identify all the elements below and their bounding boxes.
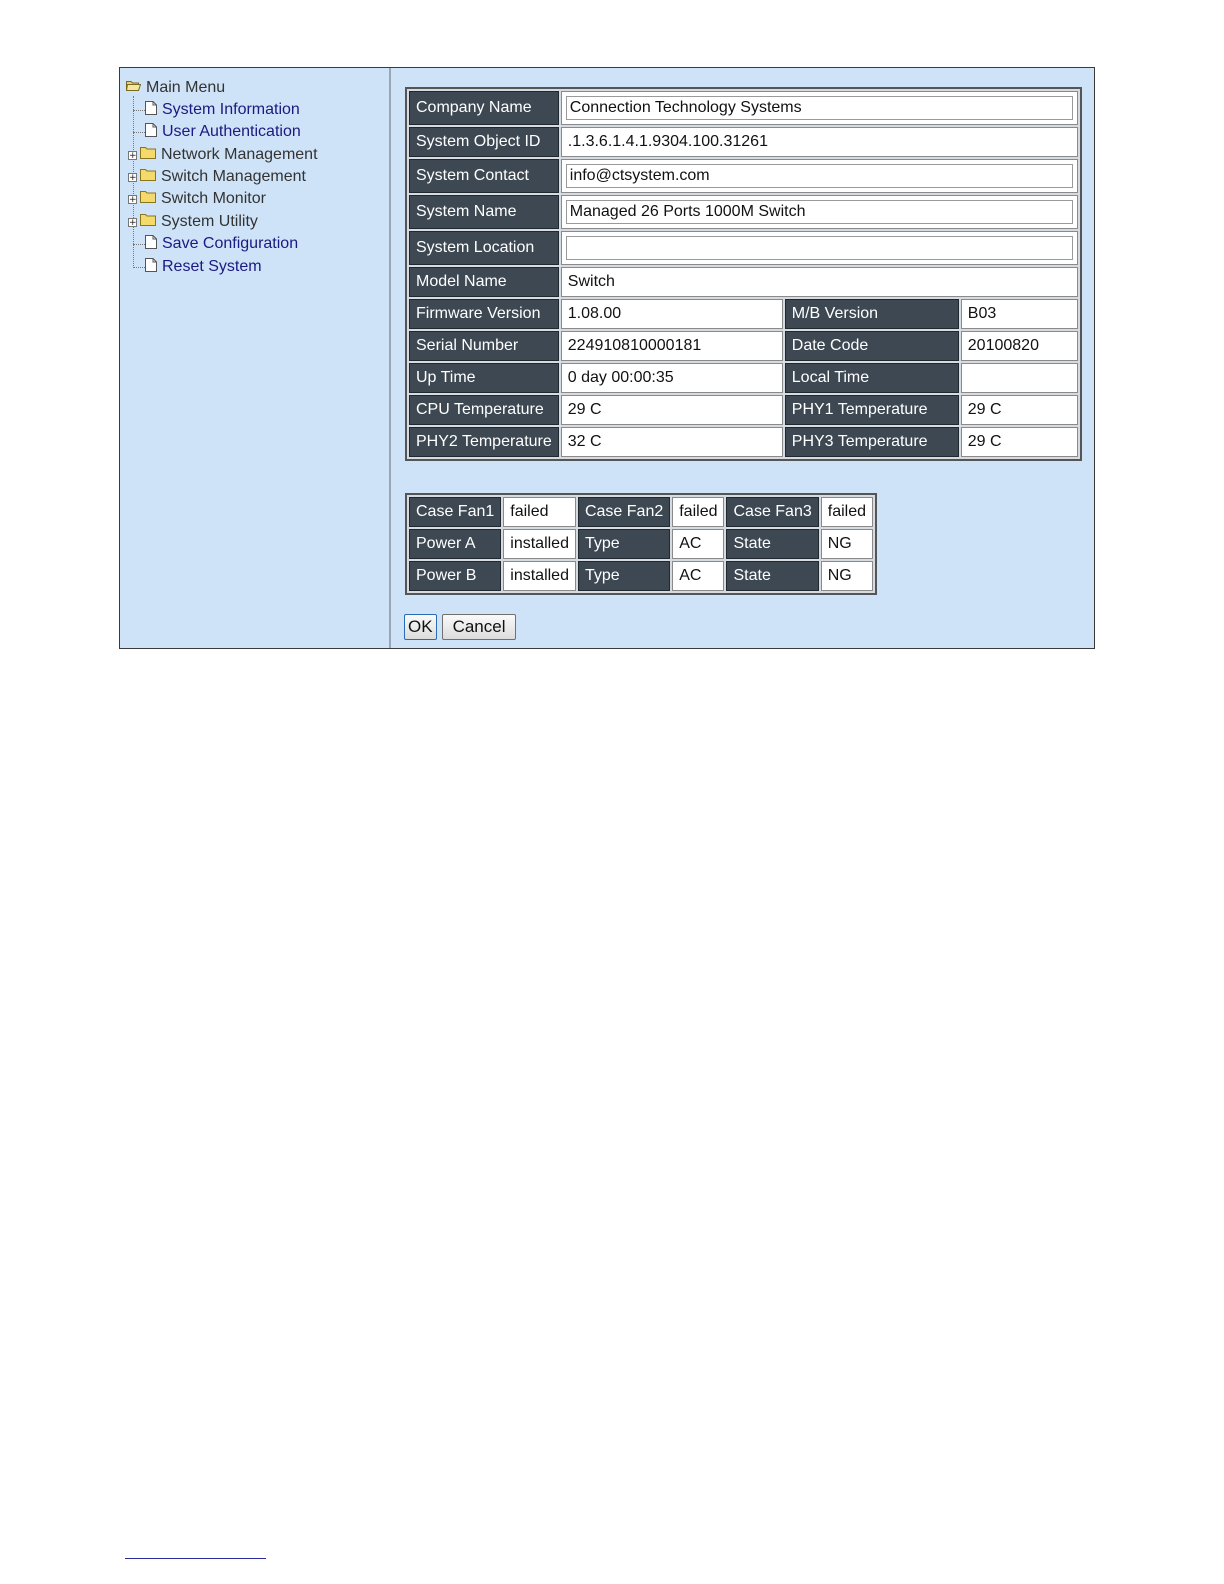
cpu-temperature-value: 29 C — [561, 395, 783, 425]
power-a-type-label: Type — [578, 529, 670, 559]
sidebar-item-system-utility[interactable] — [126, 212, 258, 232]
page-icon — [145, 123, 157, 142]
firmware-version-value: 1.08.00 — [561, 299, 783, 329]
system-contact-label: System Contact — [409, 159, 559, 193]
folder-icon — [140, 168, 156, 186]
system-contact-cell — [561, 159, 1078, 193]
expand-plus-icon[interactable]: + — [129, 172, 137, 183]
power-b-label: Power B — [409, 561, 501, 591]
sidebar-item-network-management[interactable] — [126, 145, 318, 165]
power-b-value: installed — [503, 561, 576, 591]
case-fan1-value: failed — [503, 497, 576, 527]
system-location-cell — [561, 231, 1078, 265]
expand-plus-icon[interactable]: + — [129, 194, 137, 205]
sidebar-item-label[interactable]: Network Management — [161, 146, 318, 163]
sidebar-menu — [120, 68, 391, 648]
power-b-type-value: AC — [672, 561, 724, 591]
expand-plus-icon[interactable]: + — [129, 217, 137, 228]
date-code-label: Date Code — [785, 331, 959, 361]
mb-version-value: B03 — [961, 299, 1078, 329]
date-code-value: 20100820 — [961, 331, 1078, 361]
sidebar-item-label[interactable]: Reset System — [162, 258, 262, 275]
fan-power-status-table — [405, 493, 877, 595]
power-a-state-value: NG — [821, 529, 873, 559]
system-object-id-label: System Object ID — [409, 127, 559, 157]
main-menu-label: Main Menu — [146, 79, 226, 96]
local-time-label: Local Time — [785, 363, 959, 393]
system-name-cell — [561, 195, 1078, 229]
case-fan3-value: failed — [821, 497, 873, 527]
open-folder-icon — [126, 79, 141, 97]
power-a-type-value: AC — [672, 529, 724, 559]
local-time-value — [961, 363, 1078, 393]
page-icon — [145, 101, 157, 120]
sidebar-item-reset-system[interactable] — [126, 257, 262, 277]
up-time-label: Up Time — [409, 363, 559, 393]
case-fan2-value: failed — [672, 497, 724, 527]
sidebar-item-user-authentication[interactable] — [126, 122, 301, 142]
folder-icon — [140, 146, 156, 164]
switch-web-ui-frame — [119, 67, 1095, 649]
phy1-temperature-value: 29 C — [961, 395, 1078, 425]
sidebar-item-label[interactable]: Switch Monitor — [161, 190, 266, 207]
case-fan3-label: Case Fan3 — [726, 497, 818, 527]
company-name-cell — [561, 91, 1078, 125]
power-a-state-label: State — [726, 529, 818, 559]
sidebar-item-label[interactable]: Switch Management — [161, 168, 306, 185]
folder-icon — [140, 213, 156, 231]
system-information-table — [405, 87, 1082, 461]
page-icon — [145, 258, 157, 277]
power-b-state-label: State — [726, 561, 818, 591]
footnote-separator-line — [125, 1558, 266, 1559]
sidebar-item-label[interactable]: User Authentication — [162, 123, 301, 140]
company-name-input[interactable] — [566, 96, 1073, 120]
phy2-temperature-label: PHY2 Temperature — [409, 427, 559, 457]
phy3-temperature-value: 29 C — [961, 427, 1078, 457]
folder-icon — [140, 190, 156, 208]
phy2-temperature-value: 32 C — [561, 427, 783, 457]
cancel-button[interactable]: Cancel — [442, 614, 517, 640]
system-object-id-value: .1.3.6.1.4.1.9304.100.31261 — [561, 127, 1078, 157]
sidebar-item-save-configuration[interactable] — [126, 234, 298, 254]
mb-version-label: M/B Version — [785, 299, 959, 329]
model-name-value: Switch — [561, 267, 1078, 297]
sidebar-item-label[interactable]: Save Configuration — [162, 235, 299, 252]
sidebar-item-label[interactable]: System Information — [162, 101, 300, 118]
up-time-value: 0 day 00:00:35 — [561, 363, 783, 393]
system-location-label: System Location — [409, 231, 559, 265]
content-panel — [393, 68, 1094, 648]
sidebar-item-switch-management[interactable] — [126, 167, 306, 187]
power-a-value: installed — [503, 529, 576, 559]
page-icon — [145, 235, 157, 254]
system-contact-input[interactable] — [566, 164, 1073, 188]
power-b-type-label: Type — [578, 561, 670, 591]
sidebar-item-switch-monitor[interactable] — [126, 189, 266, 209]
ok-button[interactable]: OK — [404, 614, 437, 640]
serial-number-value: 224910810000181 — [561, 331, 783, 361]
system-name-input[interactable] — [566, 200, 1073, 224]
company-name-label: Company Name — [409, 91, 559, 125]
system-location-input[interactable] — [566, 236, 1073, 260]
phy1-temperature-label: PHY1 Temperature — [785, 395, 959, 425]
form-buttons — [404, 614, 516, 640]
expand-plus-icon[interactable]: + — [129, 150, 137, 161]
sidebar-item-label[interactable]: System Utility — [161, 213, 258, 230]
case-fan2-label: Case Fan2 — [578, 497, 670, 527]
system-name-label: System Name — [409, 195, 559, 229]
firmware-version-label: Firmware Version — [409, 299, 559, 329]
power-a-label: Power A — [409, 529, 501, 559]
model-name-label: Model Name — [409, 267, 559, 297]
sidebar-item-system-information[interactable] — [126, 100, 300, 120]
serial-number-label: Serial Number — [409, 331, 559, 361]
main-menu-root[interactable] — [126, 78, 225, 98]
power-b-state-value: NG — [821, 561, 873, 591]
phy3-temperature-label: PHY3 Temperature — [785, 427, 959, 457]
case-fan1-label: Case Fan1 — [409, 497, 501, 527]
cpu-temperature-label: CPU Temperature — [409, 395, 559, 425]
